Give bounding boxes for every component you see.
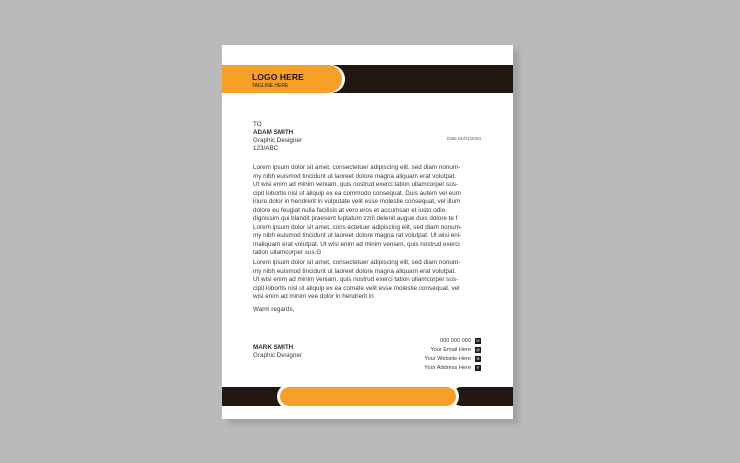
header-dark-bar <box>332 65 513 93</box>
closing-text: Warm regards, <box>253 306 295 313</box>
sender-title: Graphic Designer <box>253 352 302 359</box>
body-paragraph-2: Lorem ipsum dolor sit amet, consectetuer adipiscing elit, sed diam nonum- my nibh euismod tincidunt ut laoreet dolore magna aliquam erat volutpat. Ut wisi enim ad minim veniam, quis nostrud exerci tation ullamcorper sus- cipit lobortis nisl ut aliquip ex ea comate velit esse molestie consequat, vel wisi enim ad minim vee dolor in hendrerit in <box>253 259 461 301</box>
sender-name: MARK SMITH <box>253 344 294 351</box>
letter-date: Date 01/01/2024 <box>447 136 481 141</box>
contact-address-text: Your Address Here <box>424 364 471 371</box>
footer-dark-bar-right <box>452 387 513 406</box>
contact-phone <box>424 336 481 345</box>
contact-email <box>424 345 481 354</box>
contact-address <box>424 363 481 372</box>
to-label: TO <box>253 121 262 128</box>
logo-tagline: TAGLINE HERE <box>252 83 289 89</box>
contact-list <box>424 336 481 372</box>
body-paragraph-1: Lorem ipsum dolor sit amet, consectetuer adipiscing elit, sed diam nonum- my nibh euismod tincidunt ut laoreet dolore magna aliquam erat volutpat. Ut wisi enim ad minim veniam, quis nostrud exerci tation ullamcorper sus- cipit lobortis nisl ut aliquip ex ea commodo consequat. Duis autem vel eum iriure dolor in hendrerit in vulputate velit esse molestie consequat, vel illum dolore eu feugiat nulla facilisis at vero eros et accumsan et iusto odio dignissim qui blandit praesent luptatum zzril delenit augue duis dolore te f Lorem ipsum dolor sit amet, cons ectetuer adipiscing elit, sed diam nonum- my nibh euismod tincidunt ut laoreet dolore magna rat volutpat. Ut wisi eni- maliquam erat volutpat. Ut wisi enim ad minim veniam, quis nostrud exerci tation ullamcorper sus.G <box>253 164 462 257</box>
footer-orange-bar <box>280 387 456 406</box>
logo-title: LOGO HERE <box>252 72 304 82</box>
letterhead-page <box>222 45 513 419</box>
contact-phone-text: 000 000 000 <box>439 337 471 344</box>
recipient-address: 123/ABC <box>253 145 279 152</box>
phone-icon: ☏ <box>475 337 481 343</box>
recipient-title: Graphic Designer <box>253 137 302 144</box>
recipient-name: ADAM SMITH <box>253 129 294 136</box>
email-icon: @ <box>475 346 481 352</box>
location-icon: ⚲ <box>476 364 480 370</box>
contact-email-text: Your Email Here <box>430 346 471 353</box>
contact-website-text: Your Website Here <box>424 355 471 362</box>
globe-icon: ⊕ <box>476 355 480 361</box>
contact-website <box>424 354 481 363</box>
